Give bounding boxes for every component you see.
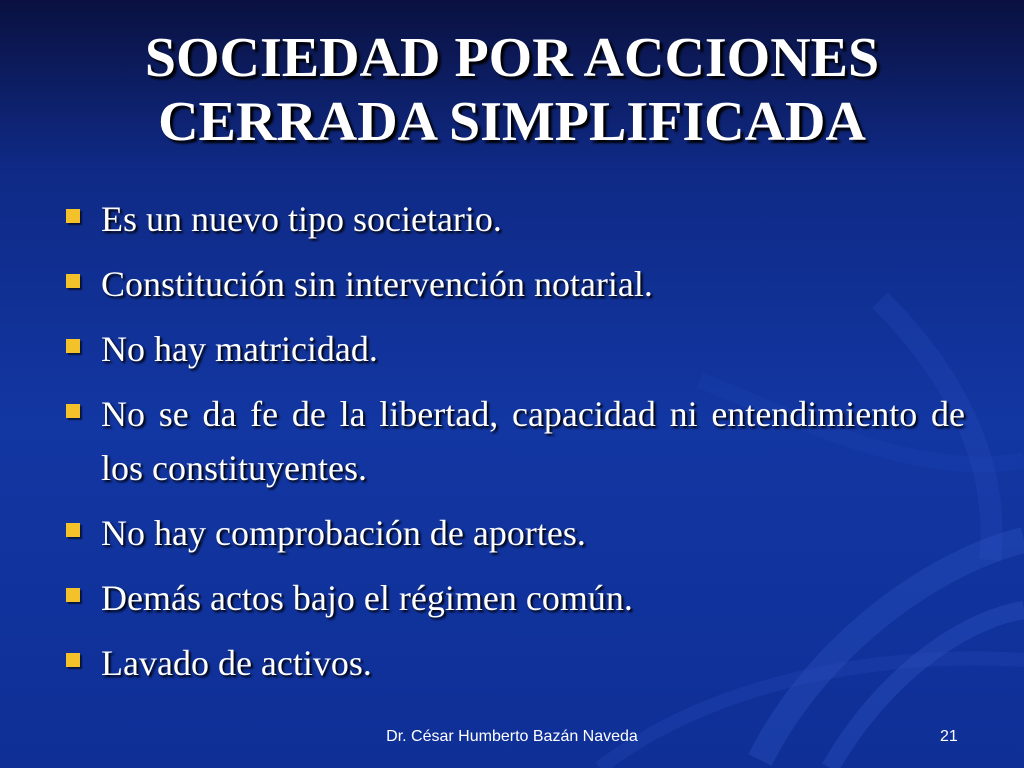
footer-author: Dr. César Humberto Bazán Naveda	[386, 728, 638, 745]
square-bullet-icon	[66, 588, 80, 602]
bullet-item	[60, 506, 965, 560]
bullet-text: No hay matricidad.	[101, 329, 378, 369]
bullet-text: Lavado de activos.	[101, 643, 372, 683]
bullet-item	[60, 636, 965, 690]
square-bullet-icon	[66, 404, 80, 418]
bullet-text: No hay comprobación de aportes.	[101, 513, 586, 553]
bullet-item	[60, 571, 965, 625]
bullet-item	[60, 387, 965, 495]
square-bullet-icon	[66, 523, 80, 537]
bullet-item	[60, 257, 965, 311]
bullet-list	[60, 192, 965, 701]
slide-title	[0, 26, 1024, 154]
page-number: 21	[940, 728, 958, 745]
bullet-item	[60, 192, 965, 246]
square-bullet-icon	[66, 274, 80, 288]
slide-title-line-1: SOCIEDAD POR ACCIONES	[144, 27, 880, 89]
bullet-text: No se da fe de la libertad, capacidad ni entendimiento de los constituyentes.	[101, 394, 965, 488]
square-bullet-icon	[66, 209, 80, 223]
bullet-text: Constitución sin intervención notarial.	[101, 264, 653, 304]
square-bullet-icon	[66, 653, 80, 667]
square-bullet-icon	[66, 339, 80, 353]
bullet-text: Es un nuevo tipo societario.	[101, 199, 502, 239]
bullet-text: Demás actos bajo el régimen común.	[101, 578, 633, 618]
slide-title-line-2: CERRADA SIMPLIFICADA	[158, 91, 866, 153]
bullet-item	[60, 322, 965, 376]
